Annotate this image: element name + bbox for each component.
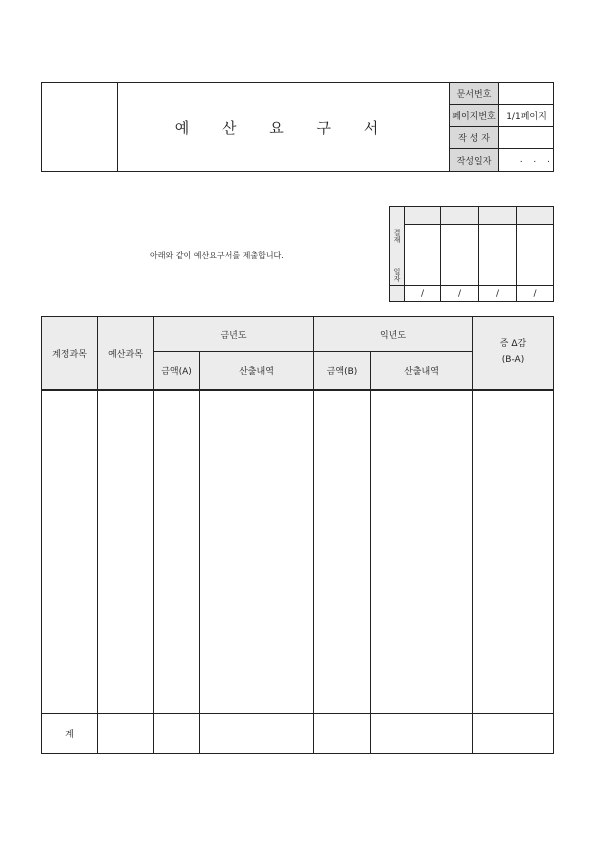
column-header-amount-a: 금액(A) xyxy=(161,367,192,377)
submission-notice: 아래와 같이 예산요구서를 제출합니다. xyxy=(150,250,284,260)
meta-value-doc-number xyxy=(499,83,554,104)
document-title: 예 산 요 구 서 xyxy=(174,118,393,137)
column-header-account: 계정과목 xyxy=(52,349,87,360)
column-header-change: 증 Δ감 xyxy=(499,338,527,349)
approval-date-mark: / xyxy=(533,288,537,299)
meta-label-page-number: 페이지번호 xyxy=(452,112,496,122)
approval-date-mark: / xyxy=(420,288,425,299)
column-header-this-year: 금년도 xyxy=(220,330,247,341)
column-header-change-formula: (B-A) xyxy=(501,355,525,365)
approval-date-mark: / xyxy=(457,288,462,299)
approval-label-date: 일자 xyxy=(393,268,401,282)
meta-value-author xyxy=(499,127,554,148)
meta-label-date: 작성일자 xyxy=(456,156,492,167)
approval-date-mark: / xyxy=(495,288,500,299)
column-header-detail-b: 산출내역 xyxy=(404,367,439,377)
column-header-budget-item: 예산과목 xyxy=(108,349,143,360)
column-header-detail-a: 산출내역 xyxy=(239,367,274,377)
meta-value-page-number: 1/1페이지 xyxy=(506,112,547,122)
meta-label-author: 작 성 자 xyxy=(458,134,490,144)
meta-label-doc-number: 문서번호 xyxy=(456,90,492,100)
column-header-amount-b: 금액(B) xyxy=(326,367,358,377)
approval-label-sign: 결재 xyxy=(393,229,401,243)
meta-value-date: . . . xyxy=(519,155,554,165)
total-row-label: 계 xyxy=(65,730,74,740)
column-header-next-year: 익년도 xyxy=(379,330,407,341)
